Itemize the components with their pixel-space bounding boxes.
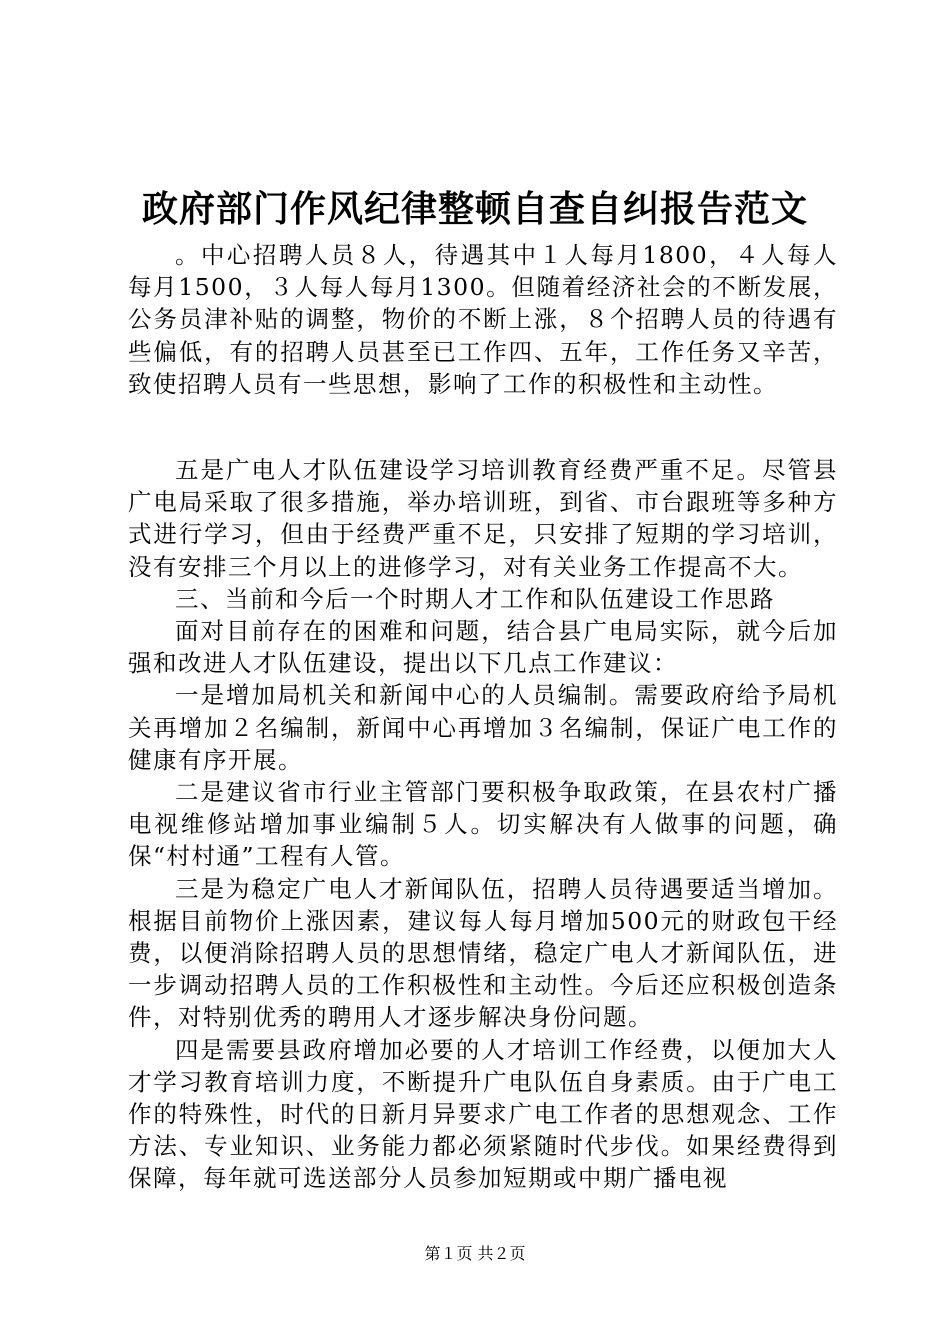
- paragraph-suggestions-intro: 面对目前存在的困难和问题，结合县广电局实际，就今后加强和改进人才队伍建设，提出以下几点工作建议：: [128, 617, 838, 678]
- document-title: 政府部门作风纪律整顿自查自纠报告范文: [141, 188, 808, 230]
- document-body: [128, 239, 838, 1195]
- paragraph-suggestion-1: 一是增加局机关和新闻中心的人员编制。需要政府给予局机关再增加２名编制，新闻中心再增加３名编制，保证广电工作的健康有序开展。: [128, 681, 838, 774]
- paragraph-suggestion-2: 二是建议省市行业主管部门要积极争取政策，在县农村广播电视维修站增加事业编制５人。切实解决有人做事的问题，确保“村村通”工程有人管。: [128, 778, 838, 871]
- paragraph-suggestion-4: 四是需要县政府增加必要的人才培训工作经费，以便加大人才学习教育培训力度，不断提升广电队伍自身素质。由于广电工作的特殊性，时代的日新月异要求广电工作者的思想观念、工作方法、专业知识、业务能力都必须紧随时代步伐。如果经费得到保障，每年就可选送部分人员参加短期或中期广播电视: [128, 1035, 838, 1193]
- paragraph-recruit-pay: 。中心招聘人员８人，待遇其中１人每月1800，４人每人每月1500，３人每人每月1300。但随着经济社会的不断发展，公务员津补贴的调整，物价的不断上涨，８个招聘人员的待遇有些偏低，有的招聘人员甚至已工作四、五年，工作任务又辛苦，致使招聘人员有一些思想，影响了工作的积极性和主动性。: [128, 241, 838, 398]
- page-number-footer: 第１页 共２页: [424, 1244, 526, 1263]
- paragraph-training-funds: 五是广电人才队伍建设学习培训教育经费严重不足。尽管县广电局采取了很多措施，举办培训班，到省、市台跟班等多种方式进行学习，但由于经费严重不足，只安排了短期的学习培训，没有安排三个月以上的进修学习，对有关业务工作提高不大。: [128, 456, 838, 581]
- section-heading-work-ideas: 三、当前和今后一个时期人才工作和队伍建设工作思路: [175, 584, 775, 613]
- paragraph-suggestion-3: 三是为稳定广电人才新闻队伍，招聘人员待遇要适当增加。根据目前物价上涨因素，建议每人每月增加500元的财政包干经费，以便消除招聘人员的思想情绪，稳定广电人才新闻队伍，进一步调动招聘人员的工作积极性和主动性。今后还应积极创造条件，对特别优秀的聘用人才逐步解决身份问题。: [128, 874, 838, 1032]
